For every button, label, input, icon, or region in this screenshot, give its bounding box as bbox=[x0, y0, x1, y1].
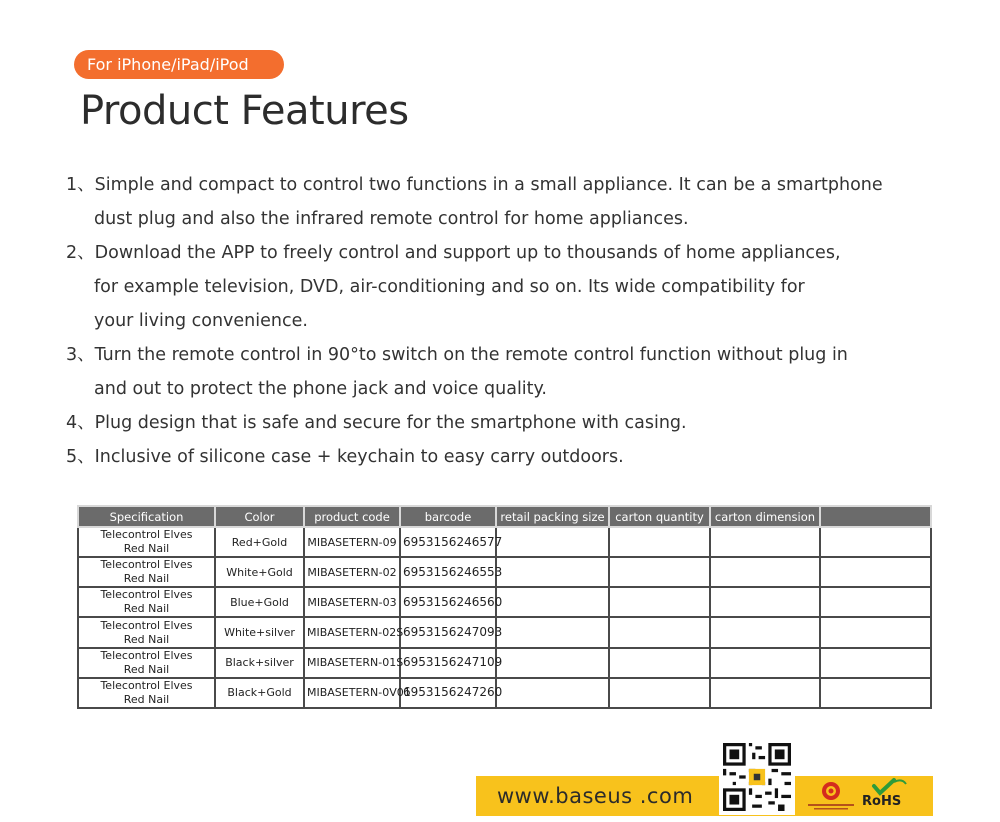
red-dot-award-icon bbox=[806, 780, 856, 812]
spec-name: Telecontrol Elves bbox=[100, 588, 193, 602]
barcode-cell: 6953156246577 bbox=[400, 527, 496, 557]
feature-item bbox=[66, 440, 966, 474]
qr-code-icon bbox=[719, 739, 795, 815]
code-cell: MIBASETERN-0V01 bbox=[304, 678, 400, 708]
empty-cell bbox=[710, 527, 820, 557]
feature-item bbox=[66, 338, 966, 406]
spec-subname: Red Nail bbox=[123, 572, 170, 586]
column-header: Specification bbox=[78, 506, 215, 527]
feature-line: 2、Download the APP to freely control and support up to thousands of home appliances, bbox=[66, 243, 841, 263]
column-header: barcode bbox=[400, 506, 496, 527]
feature-item bbox=[66, 406, 966, 440]
column-header: Color bbox=[215, 506, 304, 527]
spec-subname: Red Nail bbox=[123, 692, 170, 706]
spec-cell bbox=[78, 527, 215, 557]
color-cell: White+Gold bbox=[215, 557, 304, 587]
barcode-cell: 6953156247093 bbox=[400, 617, 496, 647]
empty-cell bbox=[820, 678, 931, 708]
table-row bbox=[78, 587, 931, 617]
feature-line: 4、Plug design that is safe and secure for the smartphone with casing. bbox=[66, 413, 687, 433]
code-cell: MIBASETERN-02S bbox=[304, 617, 400, 647]
empty-cell bbox=[609, 648, 710, 678]
spec-name: Telecontrol Elves bbox=[100, 618, 193, 632]
empty-cell bbox=[496, 527, 609, 557]
color-cell: Black+Gold bbox=[215, 678, 304, 708]
feature-line: dust plug and also the infrared remote control for home appliances. bbox=[94, 209, 689, 229]
barcode-cell: 6953156246560 bbox=[400, 587, 496, 617]
empty-cell bbox=[710, 617, 820, 647]
barcode-cell: 6953156246553 bbox=[400, 557, 496, 587]
empty-cell bbox=[820, 587, 931, 617]
code-cell: MIBASETERN-01S bbox=[304, 648, 400, 678]
empty-cell bbox=[710, 587, 820, 617]
feature-line: 5、Inclusive of silicone case + keychain to easy carry outdoors. bbox=[66, 447, 624, 467]
spec-subname: Red Nail bbox=[123, 602, 170, 616]
empty-cell bbox=[609, 527, 710, 557]
spec-name: Telecontrol Elves bbox=[100, 648, 193, 662]
column-header bbox=[820, 506, 931, 527]
feature-line: 1、Simple and compact to control two functions in a small appliance. It can be a smartphone bbox=[66, 175, 883, 195]
color-cell: White+silver bbox=[215, 617, 304, 647]
empty-cell bbox=[496, 617, 609, 647]
qr-code-graphic bbox=[723, 743, 791, 811]
platform-tag: For iPhone/iPad/iPod bbox=[74, 50, 284, 79]
empty-cell bbox=[820, 527, 931, 557]
column-header: product code bbox=[304, 506, 400, 527]
feature-list bbox=[66, 168, 966, 474]
code-cell: MIBASETERN-03 bbox=[304, 587, 400, 617]
color-cell: Red+Gold bbox=[215, 527, 304, 557]
code-cell: MIBASETERN-02 bbox=[304, 557, 400, 587]
spec-subname: Red Nail bbox=[123, 632, 170, 646]
table-row bbox=[78, 527, 931, 557]
feature-line: your living convenience. bbox=[94, 311, 308, 331]
feature-line: 3、Turn the remote control in 90°to switch on the remote control function without plug in bbox=[66, 345, 848, 365]
code-cell: MIBASETERN-09 bbox=[304, 527, 400, 557]
empty-cell bbox=[496, 557, 609, 587]
spec-subname: Red Nail bbox=[123, 542, 170, 556]
spec-name: Telecontrol Elves bbox=[100, 678, 193, 692]
table-row bbox=[78, 617, 931, 647]
spec-cell bbox=[78, 648, 215, 678]
empty-cell bbox=[710, 678, 820, 708]
feature-item bbox=[66, 236, 966, 338]
barcode-cell: 6953156247109 bbox=[400, 648, 496, 678]
empty-cell bbox=[710, 648, 820, 678]
feature-line: and out to protect the phone jack and voice quality. bbox=[94, 379, 547, 399]
column-header: carton dimension bbox=[710, 506, 820, 527]
column-header: carton quantity bbox=[609, 506, 710, 527]
spec-subname: Red Nail bbox=[123, 662, 170, 676]
empty-cell bbox=[820, 648, 931, 678]
feature-item bbox=[66, 168, 966, 236]
empty-cell bbox=[710, 557, 820, 587]
color-cell: Black+silver bbox=[215, 648, 304, 678]
spec-cell bbox=[78, 617, 215, 647]
table-row bbox=[78, 648, 931, 678]
spec-cell bbox=[78, 587, 215, 617]
spec-cell bbox=[78, 557, 215, 587]
rohs-label: RoHS bbox=[862, 794, 902, 809]
color-cell: Blue+Gold bbox=[215, 587, 304, 617]
table-row bbox=[78, 678, 931, 708]
column-header: retail packing size bbox=[496, 506, 609, 527]
spec-name: Telecontrol Elves bbox=[100, 528, 193, 542]
empty-cell bbox=[609, 678, 710, 708]
empty-cell bbox=[609, 617, 710, 647]
empty-cell bbox=[496, 678, 609, 708]
feature-line: for example television, DVD, air-conditioning and so on. Its wide compatibility for bbox=[94, 277, 805, 297]
website-link[interactable]: www.baseus .com bbox=[497, 784, 694, 808]
table-header-row bbox=[78, 506, 931, 527]
spec-name: Telecontrol Elves bbox=[100, 558, 193, 572]
empty-cell bbox=[820, 617, 931, 647]
spec-table bbox=[77, 505, 932, 709]
table-row bbox=[78, 557, 931, 587]
empty-cell bbox=[820, 557, 931, 587]
barcode-cell: 6953156247260 bbox=[400, 678, 496, 708]
empty-cell bbox=[609, 587, 710, 617]
empty-cell bbox=[496, 587, 609, 617]
spec-cell bbox=[78, 678, 215, 708]
empty-cell bbox=[609, 557, 710, 587]
empty-cell bbox=[496, 648, 609, 678]
page-title: Product Features bbox=[80, 88, 409, 134]
